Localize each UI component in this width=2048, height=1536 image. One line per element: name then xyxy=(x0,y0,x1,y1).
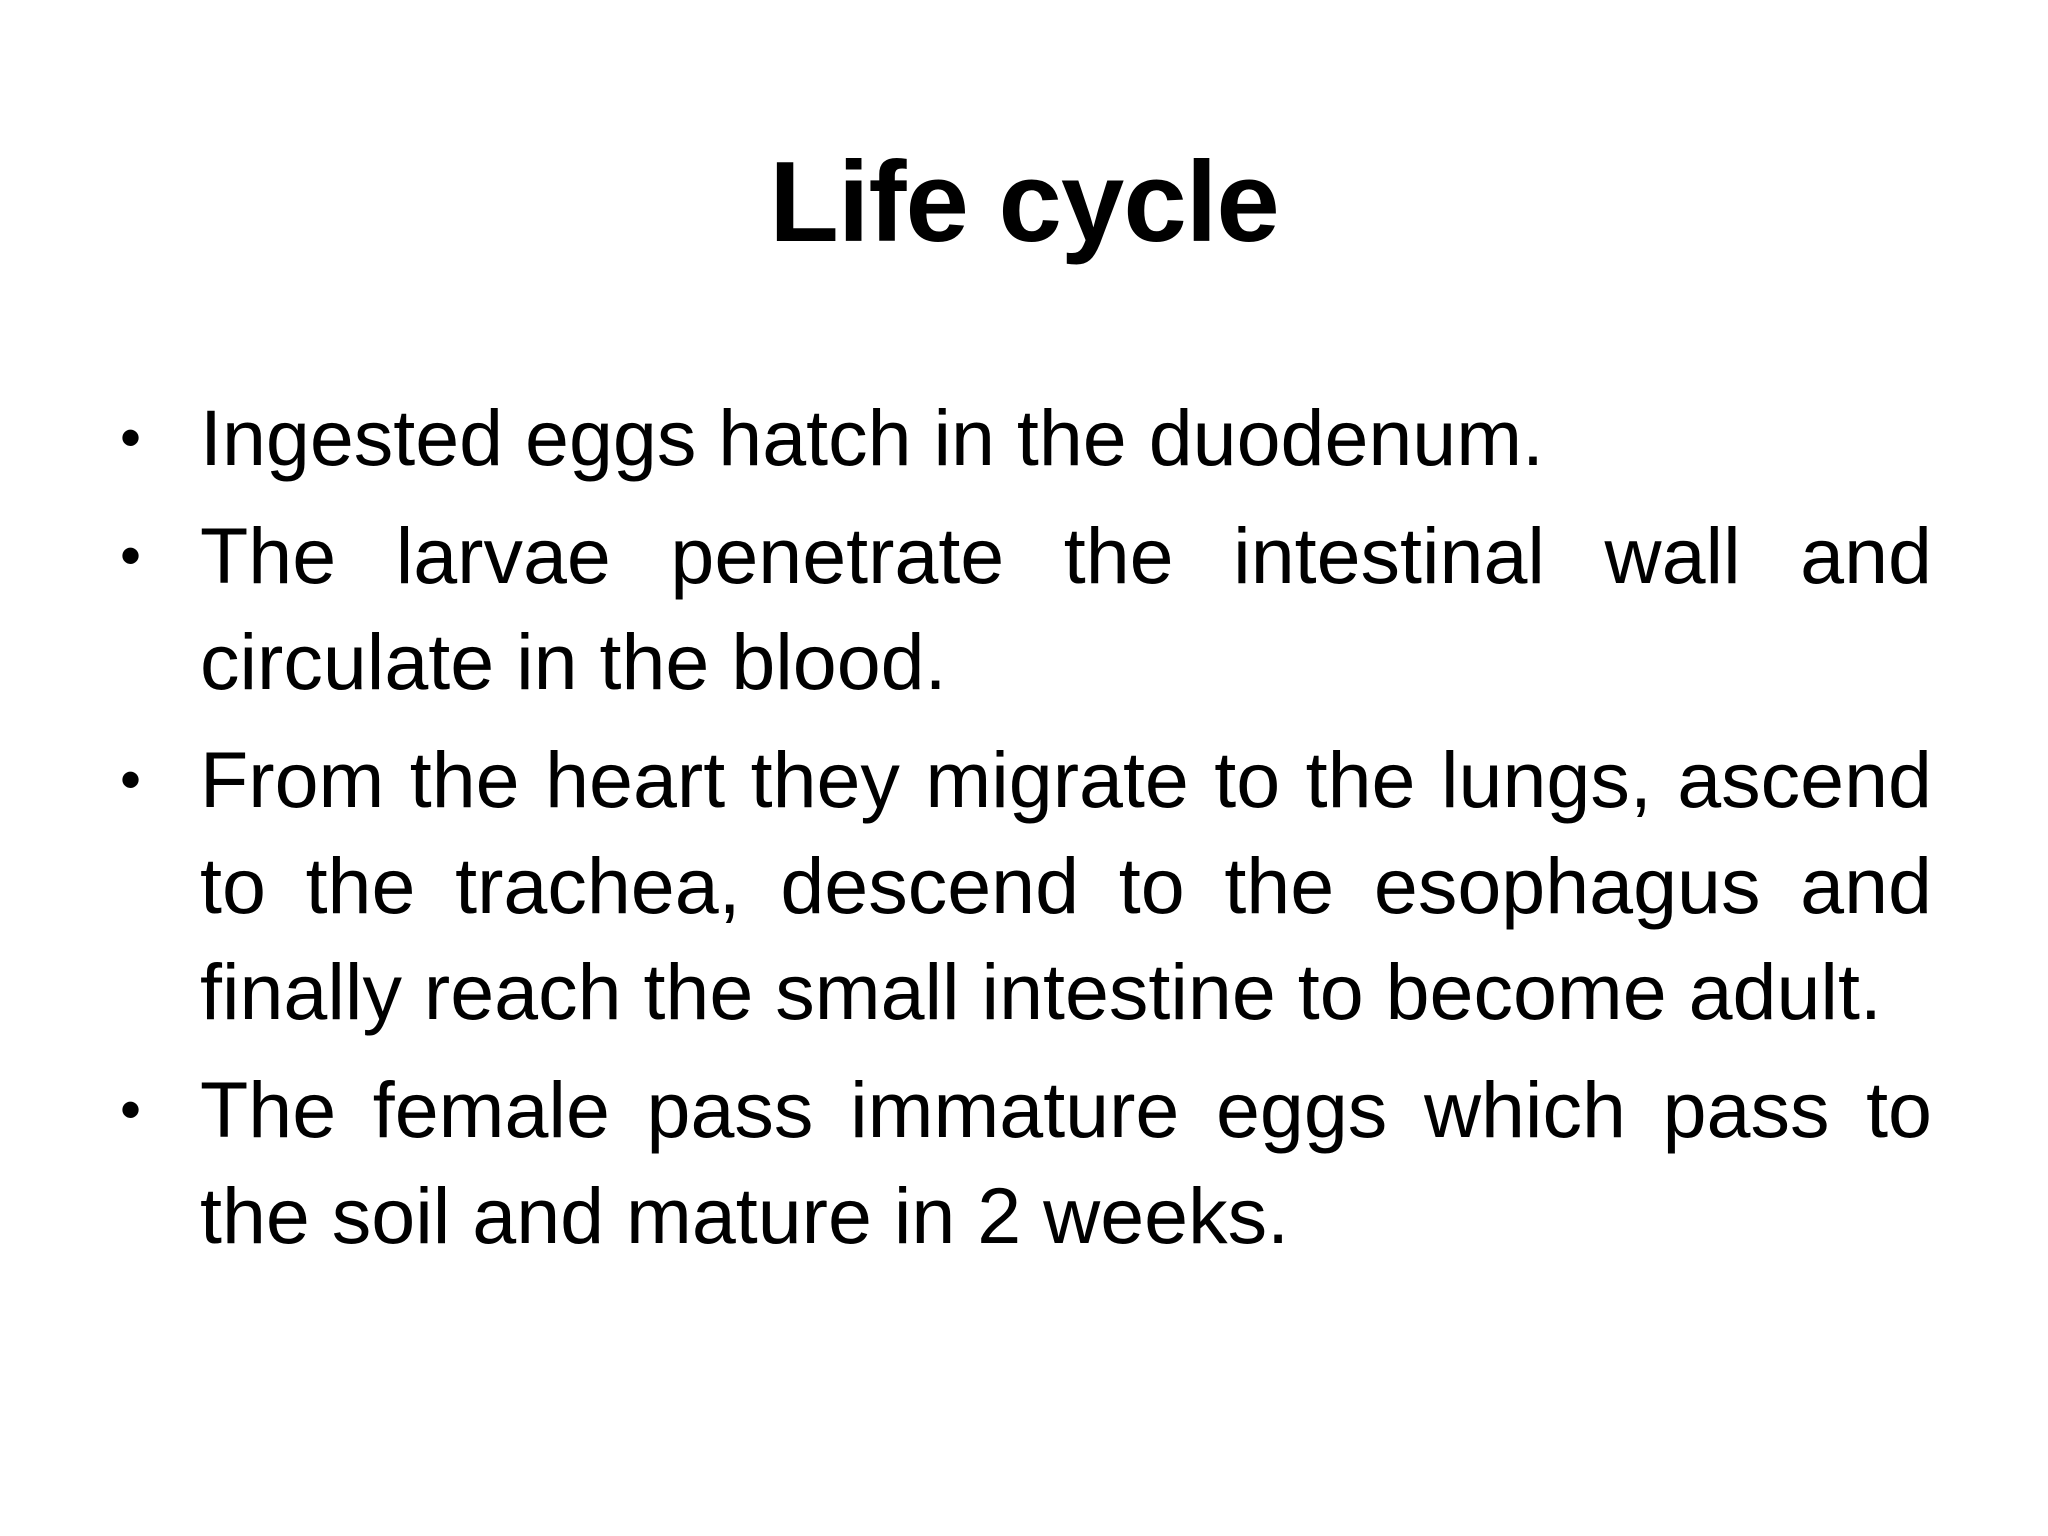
bullet-item xyxy=(120,385,1932,491)
bullet-text: Ingested eggs hatch in the duodenum. xyxy=(200,393,1545,482)
bullet-icon: • xyxy=(120,404,142,471)
bullet-icon: • xyxy=(120,1076,142,1143)
bullet-text: The larvae penetrate the intestinal wall and circulate in the blood. xyxy=(200,511,1932,706)
bullet-icon: • xyxy=(120,522,142,589)
bullet-list xyxy=(120,385,1932,1281)
slide-title: Life cycle xyxy=(769,139,1279,266)
bullet-item xyxy=(120,503,1932,715)
bullet-item xyxy=(120,727,1932,1045)
bullet-text: From the heart they migrate to the lungs, ascend to the trachea, descend to the esophagus and finally reach the small intestine to become adult. xyxy=(200,735,1932,1036)
bullet-item xyxy=(120,1057,1932,1269)
bullet-text: The female pass immature eggs which pass to the soil and mature in 2 weeks. xyxy=(200,1065,1932,1260)
bullet-icon: • xyxy=(120,746,142,813)
